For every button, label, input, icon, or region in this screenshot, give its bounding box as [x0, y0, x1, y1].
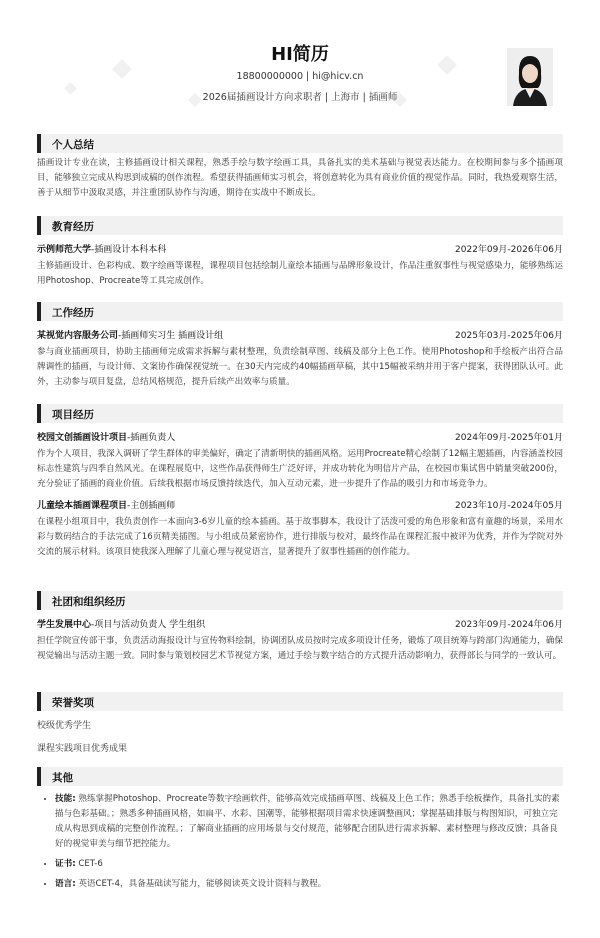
entry-role: -项目与活动负责人 学生组织: [91, 620, 206, 630]
education-section: [37, 216, 563, 289]
entry-title: [37, 617, 205, 630]
section-title: 荣誉奖项: [52, 697, 94, 709]
entry-description: 在课程小组项目中，我负责创作一本面向3-6岁儿童的绘本插画。基于故事脚本，我设计了活泼可爱的角色形象和富有童趣的场景，采用水彩与数码结合的手法完成了16页精美插图。与小组成员紧密协作，进行排版与校对，最终作品在课程汇报中被评为优秀，并作为学院对外交流的展示材料。该项目使我深入理解了儿童心理与视觉语言，显著提升了叙事性插画的创作能力。: [37, 517, 563, 557]
project-name: 校园文创插画设计项目: [37, 433, 128, 443]
projects-section: [37, 404, 563, 560]
profile-photo-icon: [507, 48, 553, 106]
others-section: [37, 767, 563, 897]
section-header: [37, 216, 563, 235]
section-header: [37, 302, 563, 321]
entry-role: -插画师实习生 插画设计组: [118, 331, 224, 341]
club-entry-header: [37, 615, 563, 631]
list-item: [55, 857, 563, 872]
summary-text: 插画设计专业在读，主修插画设计相关课程，熟悉手绘与数字绘画工具，具备扎实的美术基础与视觉表达能力。在校期间参与多个插画项目，能够独立完成从构思到成稿的创作流程。希望获得插画师实习机会，将创意转化为具有商业价值的视觉作品。同时，我热爱观察生活，善于从细节中汲取灵感，并注重团队协作与沟通，期待在实战中不断成长。: [37, 158, 563, 198]
entry-role: -插画设计本科本科: [91, 245, 167, 255]
school-name: 示例师范大学: [37, 245, 92, 255]
entry-title: [37, 328, 223, 341]
project-entry-header: [37, 496, 563, 512]
entry-description: 主修插画设计、色彩构成、数字绘画等课程，课程项目包括绘制儿童绘本插画与品牌形象设计，作品注重叙事性与视觉感染力，能够熟练运用Photoshop、Procreate等工具完成创作。: [37, 261, 563, 286]
entry-description: 参与商业插画项目，协助主插画师完成需求拆解与素材整理，负责绘制草图、线稿及部分上色工作。使用Photoshop和手绘板产出符合品牌调性的插画，与设计师、文案协作确保视觉统一。在30天内完成约40幅插画草稿，其中15幅被采纳并用于客户提案，获得团队认可。此外，主动参与项目复盘，总结风格规范，提升后续产出效率与质量。: [37, 347, 563, 387]
section-title: 工作经历: [52, 307, 94, 319]
entry-date: 2023年09月-2024年06月: [455, 620, 563, 630]
profile-photo: [507, 48, 553, 106]
section-header: [37, 692, 563, 711]
entry-date: 2022年09月-2026年06月: [455, 245, 563, 255]
entry-description: 担任学院宣传部干事，负责活动海报设计与宣传物料绘制，协调团队成员按时完成多项设计任务，锻炼了项目统筹与跨部门沟通能力，确保视觉输出与活动主题一致。同时参与策划校园艺术节视觉方案，通过手绘与数字结合的方式提升活动影响力，获得部长与同学的一致认可。: [37, 636, 563, 661]
work-section: [37, 302, 563, 390]
entry-description: 作为个人项目，我深入调研了学生群体的审美偏好，确定了清新明快的插画风格。运用Procreate精心绘制了12幅主题插画，内容涵盖校园标志性建筑与四季自然风光。在课程展览中，这些作品获得师生广泛好评，并成功转化为明信片产品，在校园市集试售中销量突破200份，充分验证了插画的商业价值。后续我根据市场反馈持续迭代，加入互动元素，进一步提升了作品的吸引力和市场竞争力。: [37, 449, 563, 489]
section-header: [37, 404, 563, 423]
work-entry-header: [37, 326, 563, 342]
award-item: 校级优秀学生: [37, 721, 92, 731]
others-list: [37, 792, 563, 892]
section-title: 个人总结: [52, 139, 94, 151]
item-label: 语言:: [55, 879, 76, 889]
item-text: CET-6: [78, 859, 103, 869]
resume-header: [0, 0, 600, 120]
section-header: [37, 767, 563, 786]
item-label: 证书:: [55, 859, 76, 869]
project-entry-header: [37, 428, 563, 444]
section-header: [37, 591, 563, 610]
entry-role: -主创插画师: [127, 501, 176, 511]
list-item: [55, 792, 563, 852]
education-entry-header: [37, 240, 563, 256]
section-title: 项目经历: [52, 409, 94, 421]
section-title: 其他: [52, 772, 73, 784]
section-title: 社团和组织经历: [52, 596, 126, 608]
awards-section: [37, 692, 563, 759]
contact-info: 18800000000 | hi@hicv.cn: [236, 71, 364, 82]
clubs-section: [37, 591, 563, 664]
entry-date: 2024年09月-2025年01月: [455, 433, 563, 443]
item-text: 英语CET-4，具备基础读写能力，能够阅读英文设计资料与教程。: [78, 879, 327, 889]
entry-title: [37, 498, 175, 511]
item-label: 技能:: [55, 794, 76, 804]
section-title: 教育经历: [52, 221, 94, 233]
company-name: 某视觉内容服务公司: [37, 331, 119, 341]
job-intent: 2026届插画设计方向求职者 | 上海市 | 插画师: [202, 92, 398, 103]
list-item: [55, 877, 563, 892]
section-header: [37, 134, 563, 153]
award-item: 课程实践项目优秀成果: [37, 744, 128, 754]
entry-title: [37, 430, 175, 443]
entry-role: -插画负责人: [127, 433, 176, 443]
item-text: 熟练掌握Photoshop、Procreate等数字绘画软件，能够高效完成插画草图、线稿及上色工作；熟悉手绘板操作，具备扎实的素描与色彩基础。；熟悉多种插画风格，如扁平、水彩、国潮等，能够根据项目需求快速调整画风；掌握基础排版与构图知识，可独立完成从构思到成稿的完整创作流程。；了解商业插画的应用场景与交付规范，能够配合团队进行需求拆解、素材整理与修改反馈；具备良好的视觉审美与细节把控能力。: [55, 794, 560, 849]
organization-name: 学生发展中心: [37, 620, 92, 630]
candidate-name: HI简历: [271, 44, 329, 65]
project-name: 儿童绘本插画课程项目: [37, 501, 128, 511]
entry-title: [37, 242, 166, 255]
entry-date: 2025年03月-2025年06月: [455, 331, 563, 341]
summary-section: [37, 134, 563, 201]
entry-date: 2023年10月-2024年05月: [455, 501, 563, 511]
